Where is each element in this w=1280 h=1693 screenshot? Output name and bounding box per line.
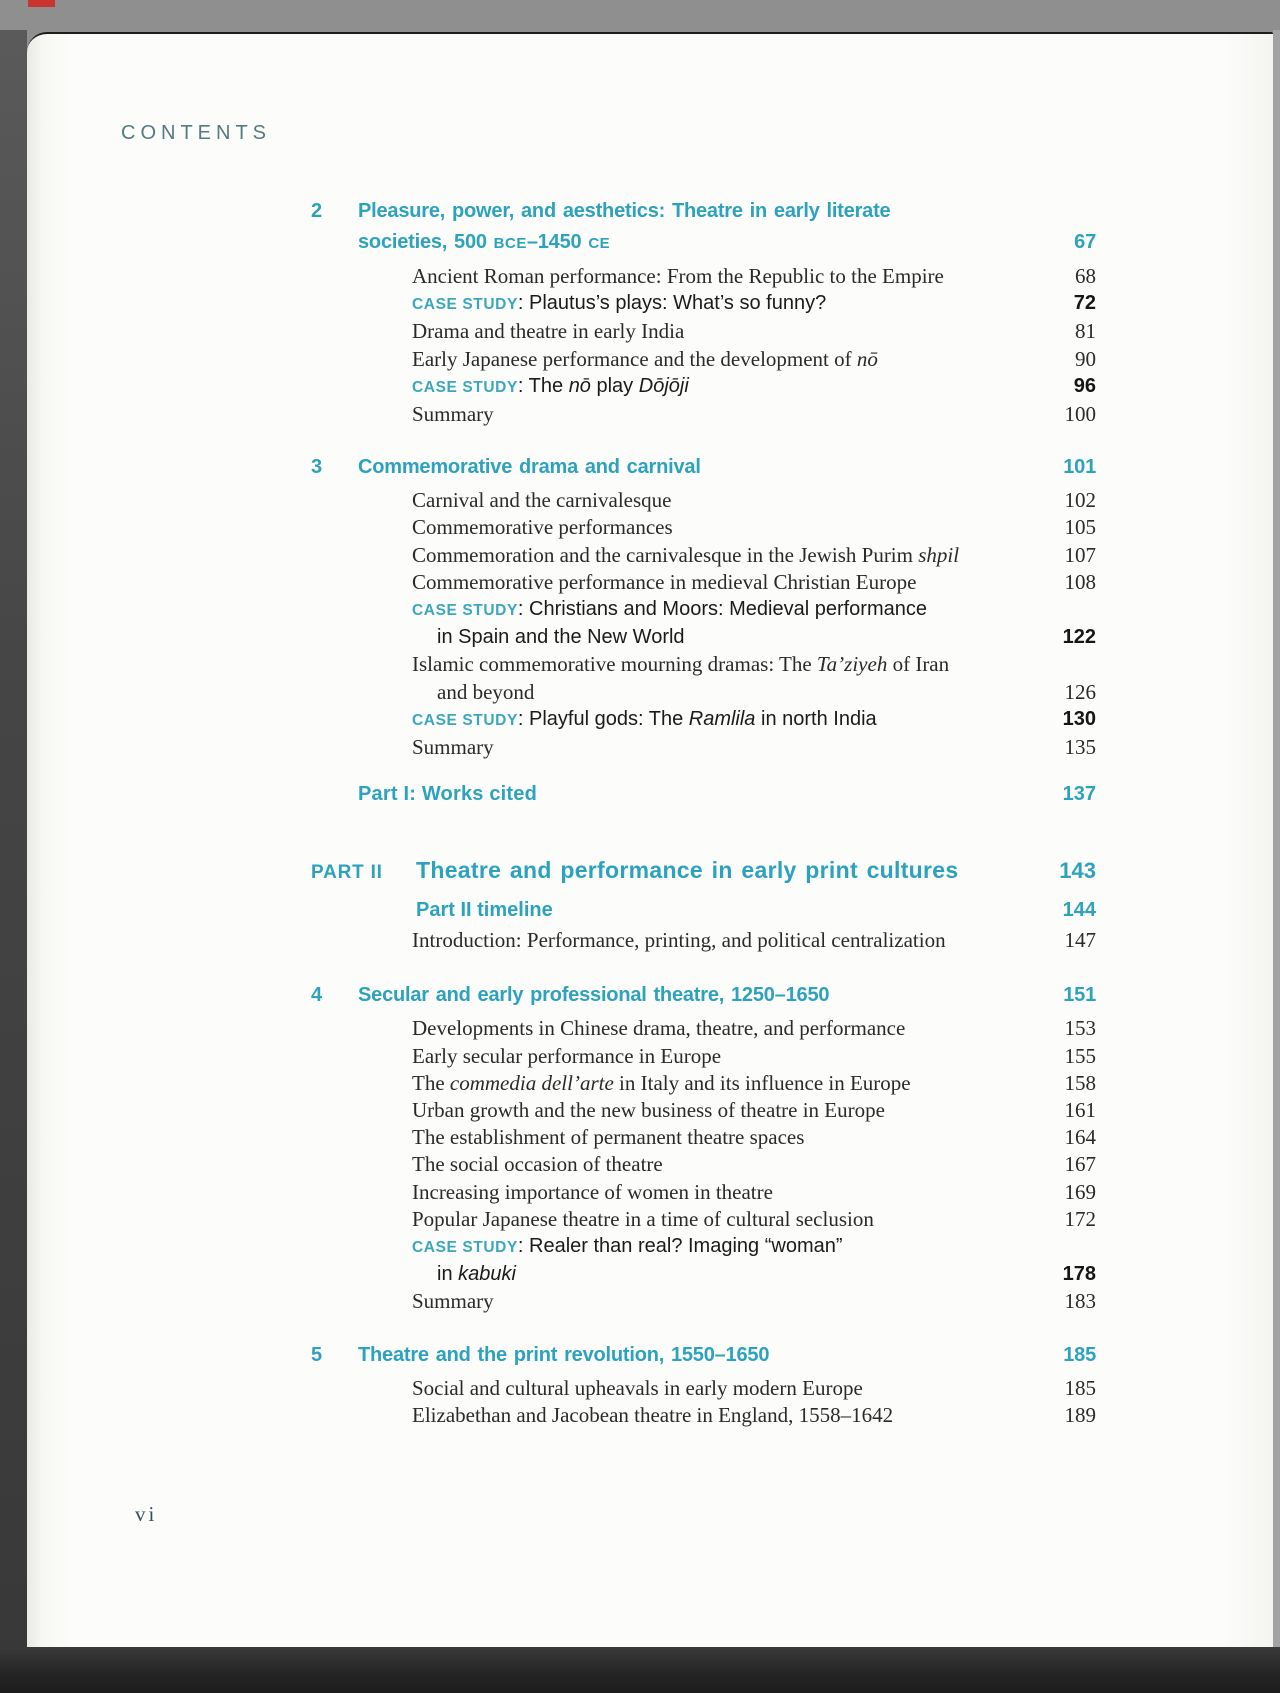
- toc-entry-line: [27, 263, 1273, 290]
- page-number: 130: [1062, 707, 1096, 730]
- page-number: 90: [1075, 346, 1096, 371]
- entry-text: [412, 1043, 721, 1070]
- page-number: 161: [1064, 1098, 1096, 1123]
- page-number: 101: [1063, 456, 1096, 479]
- text-run: Drama and theatre in early India: [412, 319, 685, 344]
- table-of-contents: [27, 196, 1273, 1429]
- page-number: 126: [1064, 679, 1096, 704]
- part-children: [27, 895, 1273, 954]
- text-run: Early Japanese performance and the development of: [412, 346, 857, 371]
- case-study-line: [27, 624, 1273, 651]
- chapter-entries: [27, 1375, 1273, 1429]
- page-number: 108: [1064, 569, 1096, 594]
- entry-text: [412, 1070, 911, 1097]
- chapter-title: [358, 227, 610, 259]
- text-run: : Realer than real? Imaging “woman”: [517, 1235, 843, 1258]
- entry-text: [412, 1179, 773, 1206]
- text-run: The establishment of permanent theatre spaces: [412, 1125, 805, 1150]
- case-study-line: [27, 1233, 1273, 1261]
- text-run: Popular Japanese theatre in a time of cultural seclusion: [412, 1206, 874, 1231]
- case-study-label: CASE STUDY: [412, 602, 518, 620]
- entry-text: [412, 1288, 494, 1315]
- text-run: Summary: [412, 402, 494, 427]
- text-run: Secular and early professional theatre, 1250–1650: [358, 984, 830, 1007]
- toc-entry-line: [27, 1179, 1273, 1206]
- entry-text: [412, 1402, 893, 1429]
- toc-entry-line: [27, 927, 1273, 954]
- toc-entry-line: [27, 1070, 1273, 1097]
- chapter-number: 5: [311, 1343, 322, 1366]
- page-number: 155: [1064, 1043, 1096, 1068]
- text-run: in Spain and the New World: [437, 626, 685, 649]
- toc-section: [27, 196, 1273, 428]
- part-works-cited-label: Part I: Works cited: [358, 783, 538, 806]
- page-number: 105: [1064, 515, 1096, 540]
- entry-text: [412, 651, 949, 678]
- page-number: 151: [1063, 984, 1096, 1007]
- toc-entry-line: [27, 1206, 1273, 1233]
- part-title: Theatre and performance in early print cultures: [416, 857, 959, 884]
- page-number: 68: [1075, 264, 1096, 288]
- text-run: in north India: [755, 707, 877, 730]
- entry-text: [437, 1261, 516, 1288]
- text-run: Commemorative performances: [412, 515, 673, 540]
- page-number: 158: [1064, 1070, 1096, 1095]
- text-run: Islamic commemorative mourning dramas: The: [412, 652, 817, 677]
- chapter-title: [358, 196, 890, 227]
- page-number: 81: [1075, 319, 1096, 344]
- text-run: Commemoration and the carnivalesque in the Jewish Purim: [412, 542, 919, 567]
- entry-text: [412, 1097, 885, 1124]
- chapter-heading-line: [27, 1340, 1273, 1371]
- entry-text: [412, 1015, 905, 1042]
- chapter-number: 3: [311, 456, 322, 479]
- entry-text: [437, 624, 685, 651]
- text-run: play: [590, 374, 639, 397]
- text-run: Ramlila: [688, 707, 756, 730]
- part-timeline-line: [27, 895, 1273, 925]
- case-study-line: [27, 1261, 1273, 1288]
- page-number: 183: [1064, 1289, 1096, 1314]
- toc-entry-line: [27, 679, 1273, 706]
- text-run: The social occasion of theatre: [412, 1152, 663, 1177]
- toc-entry-line: [27, 514, 1273, 541]
- page-number: 153: [1064, 1016, 1096, 1041]
- case-study-line: [27, 596, 1273, 624]
- toc-entry-line: [27, 487, 1273, 514]
- case-study-label: CASE STUDY: [412, 711, 518, 729]
- toc-entry-line: [27, 569, 1273, 596]
- entry-text: [412, 706, 877, 734]
- toc-entry-line: [27, 1288, 1273, 1315]
- text-run: Early secular performance in Europe: [412, 1043, 722, 1068]
- text-run: nō: [568, 374, 591, 397]
- page-number: 67: [1074, 231, 1096, 253]
- chapter-number: 4: [311, 984, 322, 1007]
- entry-text: [412, 542, 959, 569]
- entry-text: [412, 596, 927, 624]
- page-number: 135: [1064, 735, 1096, 760]
- scan-border-bottom: [0, 1647, 1280, 1693]
- book-page: [27, 32, 1273, 1649]
- text-run: commedia dell’arte: [449, 1070, 614, 1095]
- text-run: Introduction: Performance, printing, and political centralization: [412, 928, 946, 953]
- page-number: 143: [1059, 858, 1096, 884]
- text-run: of Iran: [887, 652, 950, 677]
- toc-section: [27, 1340, 1273, 1429]
- toc-entry-line: [27, 1015, 1273, 1042]
- text-run: BCE: [493, 235, 527, 252]
- entry-text: [412, 1375, 863, 1402]
- text-run: in Italy and its influence in Europe: [613, 1070, 911, 1095]
- entry-text: [412, 290, 826, 318]
- case-study-label: CASE STUDY: [412, 296, 518, 314]
- text-run: : The: [517, 374, 569, 397]
- text-run: Elizabethan and Jacobean theatre in England, 1558–1642: [412, 1402, 894, 1427]
- part-heading-line: [27, 853, 1273, 890]
- entry-text: [412, 1233, 843, 1261]
- text-run: Summary: [412, 735, 494, 760]
- toc-entry-line: [27, 542, 1273, 569]
- toc-entry-line: [27, 1043, 1273, 1070]
- entry-text: [412, 569, 916, 596]
- case-study-label: CASE STUDY: [412, 1239, 518, 1257]
- chapter-title: [358, 452, 701, 483]
- text-run: Dōjōji: [638, 374, 689, 397]
- text-run: : Christians and Moors: Medieval performance: [517, 598, 927, 621]
- text-run: nō: [856, 346, 878, 371]
- toc-section: [27, 779, 1273, 809]
- text-run: Summary: [412, 1289, 494, 1314]
- entry-text: [412, 373, 689, 401]
- toc-entry-line: [27, 734, 1273, 761]
- part-label: PART II: [311, 862, 383, 884]
- page-number: 102: [1064, 488, 1096, 513]
- text-run: and beyond: [437, 679, 535, 704]
- entry-text: [412, 514, 673, 541]
- entry-text: [412, 346, 878, 373]
- chapter-entries: [27, 487, 1273, 761]
- text-run: in: [437, 1263, 459, 1286]
- text-run: –1450: [526, 231, 589, 253]
- toc-entry-line: [27, 1097, 1273, 1124]
- red-registration-mark: [28, 0, 55, 7]
- page-number: 172: [1064, 1206, 1096, 1231]
- page-number: 122: [1062, 626, 1096, 649]
- chapter-title: [358, 1340, 769, 1371]
- text-run: Commemorative performance in medieval Christian Europe: [412, 569, 917, 594]
- scan-border-right: [1273, 30, 1280, 1653]
- part-timeline-label: Part II timeline: [416, 899, 553, 922]
- text-run: kabuki: [458, 1263, 516, 1286]
- page-number: 169: [1064, 1179, 1096, 1204]
- page-number: 167: [1064, 1152, 1096, 1177]
- text-run: : Plautus’s plays: What’s so funny?: [517, 292, 827, 315]
- text-run: Ta’ziyeh: [816, 652, 888, 677]
- entry-text: [412, 487, 671, 514]
- chapter-title: [358, 980, 829, 1011]
- toc-entry-line: [27, 401, 1273, 428]
- text-run: Social and cultural upheavals in early modern Europe: [412, 1375, 863, 1400]
- chapter-heading-line: [27, 980, 1273, 1011]
- page-folio: vi: [135, 1502, 158, 1526]
- entry-text: [412, 734, 494, 761]
- page-number: 100: [1064, 402, 1096, 427]
- page-number: 164: [1064, 1125, 1096, 1150]
- case-study-line: [27, 373, 1273, 401]
- toc-section: [27, 853, 1273, 954]
- text-run: shpil: [918, 542, 960, 567]
- case-study-line: [27, 290, 1273, 318]
- toc-entry-line: [27, 651, 1273, 678]
- toc-section: [27, 980, 1273, 1315]
- chapter-heading-line: [27, 227, 1273, 259]
- chapter-heading-line: [27, 452, 1273, 483]
- text-run: societies, 500: [358, 231, 494, 253]
- case-study-line: [27, 706, 1273, 734]
- toc-entry-line: [27, 346, 1273, 373]
- text-run: Theatre and the print revolution, 1550–1650: [358, 1343, 770, 1366]
- chapter-entries: [27, 263, 1273, 428]
- text-run: The: [412, 1070, 450, 1095]
- toc-section: [27, 452, 1273, 761]
- chapter-heading-line: [27, 196, 1273, 227]
- page-number: 107: [1064, 542, 1096, 567]
- entry-text: [412, 1151, 663, 1178]
- page-number: 72: [1073, 292, 1096, 315]
- scan-border-top: [0, 0, 1280, 33]
- entry-text: [412, 401, 494, 428]
- toc-entry-line: [27, 318, 1273, 345]
- page-number: 178: [1062, 1263, 1096, 1286]
- entry-text: [412, 263, 944, 290]
- page-number: 147: [1064, 928, 1096, 953]
- entry-text: [412, 927, 946, 954]
- toc-entry-line: [27, 1124, 1273, 1151]
- entry-text: [412, 1124, 804, 1151]
- text-run: Commemorative drama and carnival: [358, 456, 701, 479]
- text-run: Urban growth and the new business of theatre in Europe: [412, 1098, 885, 1123]
- case-study-label: CASE STUDY: [412, 378, 518, 396]
- text-run: Carnival and the carnivalesque: [412, 488, 672, 513]
- entry-text: [437, 679, 534, 706]
- toc-entry-line: [27, 1151, 1273, 1178]
- toc-entry-line: [27, 1402, 1273, 1429]
- entry-text: [412, 1206, 874, 1233]
- text-run: Ancient Roman performance: From the Republic to the Empire: [412, 264, 944, 288]
- entry-text: [412, 318, 684, 345]
- chapter-entries: [27, 1015, 1273, 1315]
- toc-entry-line: [27, 1375, 1273, 1402]
- page-number: 144: [1062, 899, 1096, 922]
- chapter-number: 2: [311, 200, 322, 222]
- scan-border-left: [0, 30, 27, 1693]
- text-run: Developments in Chinese drama, theatre, and performance: [412, 1016, 906, 1041]
- text-run: : Playful gods: The: [517, 707, 689, 730]
- page-number: 137: [1062, 783, 1096, 806]
- contents-heading: CONTENTS: [121, 122, 271, 144]
- part-works-cited-line: [27, 779, 1273, 809]
- page-number: 189: [1064, 1402, 1096, 1427]
- page-number: 96: [1073, 374, 1096, 397]
- text-run: Increasing importance of women in theatre: [412, 1179, 773, 1204]
- text-run: CE: [588, 235, 611, 252]
- page-number: 185: [1063, 1343, 1096, 1366]
- page-number: 185: [1064, 1375, 1096, 1400]
- text-run: Pleasure, power, and aesthetics: Theatre in early literate: [358, 200, 891, 222]
